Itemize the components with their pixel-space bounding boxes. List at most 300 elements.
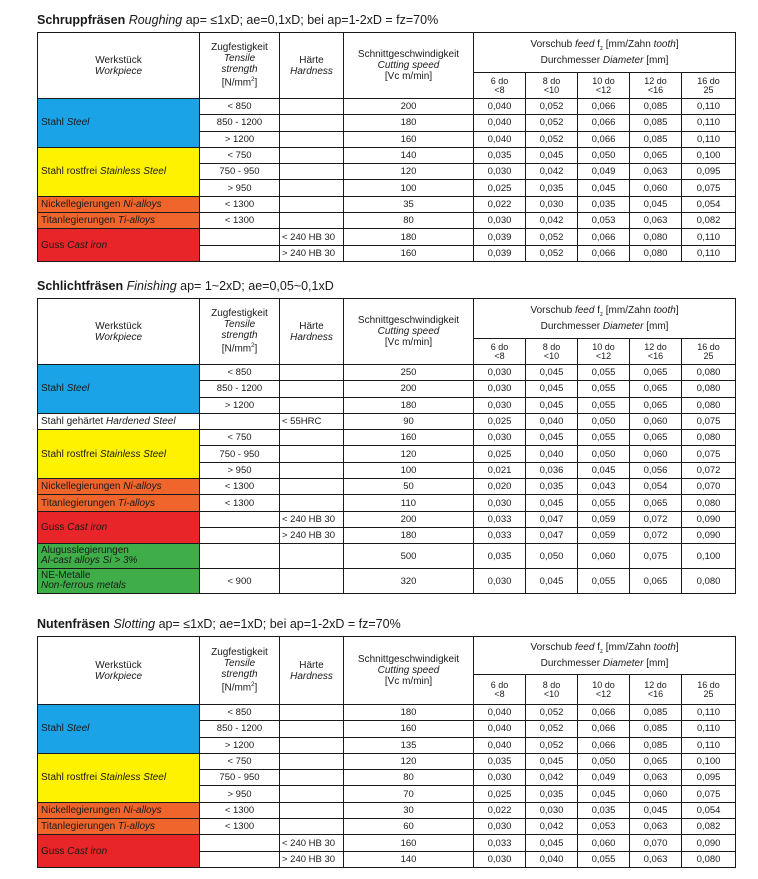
diameter-range-top: 10 do <box>592 679 615 690</box>
feed-cell: 0,055 <box>578 495 630 511</box>
tensile-unit: [N/mm <box>221 682 252 694</box>
tensile-header <box>200 637 280 705</box>
feed-cell: 0,030 <box>474 770 526 786</box>
feed-cell: 0,045 <box>630 802 682 818</box>
feed-cell: 0,042 <box>526 819 578 835</box>
speed-cell: 100 <box>344 180 474 196</box>
feed-symbol-sub: z <box>599 649 603 655</box>
diameter-range-header <box>630 339 682 365</box>
feed-unit-a: [mm/Zahn <box>605 39 651 50</box>
feed-cell: 0,063 <box>630 851 682 867</box>
feed-header <box>474 637 736 675</box>
feed-cell: 0,066 <box>578 115 630 131</box>
tensile-cell: 850 - 1200 <box>200 721 280 737</box>
material-cell <box>38 835 200 868</box>
material-cell <box>38 544 200 569</box>
hardness-cell: < 240 HB 30 <box>280 835 344 851</box>
feed-cell: 0,056 <box>630 462 682 478</box>
feed-cell: 0,063 <box>630 213 682 229</box>
material-cell <box>38 196 200 212</box>
roughing-section <box>37 12 735 262</box>
cutting-data-table <box>37 636 736 868</box>
speed-cell: 120 <box>344 164 474 180</box>
feed-cell: 0,045 <box>526 365 578 381</box>
speed-cell: 160 <box>344 245 474 261</box>
speed-cell: 200 <box>344 381 474 397</box>
diameter-range-bottom: 25 <box>703 350 714 361</box>
slotting-section <box>37 616 735 868</box>
speed-cell: 70 <box>344 786 474 802</box>
feed-symbol: f <box>597 642 600 653</box>
feed-cell: 0,025 <box>474 180 526 196</box>
speed-cell: 120 <box>344 446 474 462</box>
tensile-cell <box>200 835 280 851</box>
tensile-en1: Tensile <box>223 53 256 65</box>
feed-symbol-sub: z <box>599 46 603 52</box>
tensile-cell: > 950 <box>200 462 280 478</box>
feed-cell: 0,080 <box>682 495 736 511</box>
tensile-cell: < 900 <box>200 569 280 594</box>
feed-unit-b: ] <box>675 642 679 653</box>
feed-cell: 0,063 <box>630 164 682 180</box>
section-title <box>37 616 735 633</box>
material-cell <box>38 413 200 429</box>
feed-cell: 0,040 <box>526 851 578 867</box>
feed-cell: 0,072 <box>630 527 682 543</box>
speed-cell: 500 <box>344 544 474 569</box>
feed-unit-a: [mm/Zahn <box>605 642 651 653</box>
feed-cell: 0,063 <box>630 770 682 786</box>
feed-cell: 0,075 <box>630 544 682 569</box>
hardness-cell <box>280 365 344 381</box>
feed-en: feed <box>574 39 595 50</box>
hardness-cell <box>280 721 344 737</box>
material-de: Stahl rostfrei <box>41 772 98 784</box>
diameter-en: Diameter <box>602 321 644 332</box>
feed-cell: 0,030 <box>474 569 526 594</box>
feed-cell: 0,043 <box>578 479 630 495</box>
feed-cell: 0,033 <box>474 835 526 851</box>
speed-cell: 250 <box>344 365 474 381</box>
diameter-range-bottom: <12 <box>595 688 612 699</box>
diameter-de: Durchmesser <box>540 658 601 669</box>
feed-symbol: f <box>597 39 600 50</box>
feed-cell: 0,052 <box>526 131 578 147</box>
tensile-cell <box>200 413 280 429</box>
hardness-cell <box>280 753 344 769</box>
feed-cell: 0,066 <box>578 131 630 147</box>
table-row <box>38 229 736 245</box>
material-de: Guss <box>41 521 65 533</box>
hardness-header <box>280 299 344 365</box>
table-row <box>38 819 736 835</box>
feed-cell: 0,052 <box>526 99 578 115</box>
section-title-de: Schlichtfräsen <box>37 279 124 293</box>
feed-cell: 0,050 <box>526 544 578 569</box>
feed-cell: 0,082 <box>682 819 736 835</box>
speed-cell: 30 <box>344 802 474 818</box>
tensile-cell <box>200 851 280 867</box>
tensile-unit: [N/mm <box>221 77 252 89</box>
hardness-cell <box>280 180 344 196</box>
tensile-cell: > 950 <box>200 786 280 802</box>
feed-cell: 0,042 <box>526 770 578 786</box>
feed-unit-b: ] <box>675 305 679 316</box>
material-cell <box>38 753 200 802</box>
table-row <box>38 147 736 163</box>
feed-cell: 0,065 <box>630 430 682 446</box>
feed-cell: 0,080 <box>682 851 736 867</box>
feed-de: Vorschub <box>530 39 573 50</box>
feed-cell: 0,095 <box>682 770 736 786</box>
feed-cell: 0,030 <box>474 164 526 180</box>
diameter-range-bottom: <8 <box>494 688 505 699</box>
material-cell <box>38 213 200 229</box>
feed-cell: 0,052 <box>526 737 578 753</box>
hardness-cell <box>280 131 344 147</box>
section-title-de: Schruppfräsen <box>37 13 126 27</box>
feed-cell: 0,050 <box>578 413 630 429</box>
section-title-params: ap= ≤1xD; ae=0,1xD; bei ap=1-2xD = fz=70% <box>185 13 439 27</box>
material-cell <box>38 802 200 818</box>
feed-cell: 0,050 <box>578 753 630 769</box>
feed-cell: 0,052 <box>526 721 578 737</box>
speed-cell: 80 <box>344 770 474 786</box>
feed-cell: 0,063 <box>630 819 682 835</box>
workpiece-en: Workpiece <box>94 331 143 343</box>
feed-cell: 0,045 <box>526 569 578 594</box>
feed-cell: 0,047 <box>526 511 578 527</box>
feed-cell: 0,030 <box>526 802 578 818</box>
material-en: Ni-alloys <box>123 198 162 210</box>
feed-unit-a: [mm/Zahn <box>605 305 651 316</box>
material-en: Steel <box>66 117 90 129</box>
material-en: Ti-alloys <box>117 821 156 833</box>
speed-cell: 140 <box>344 851 474 867</box>
feed-cell: 0,049 <box>578 770 630 786</box>
speed-en: Cutting speed <box>377 326 440 337</box>
material-en: Al-cast alloys Si > 3% <box>41 555 138 567</box>
feed-cell: 0,035 <box>578 196 630 212</box>
hardness-de: Härte <box>299 320 324 332</box>
tensile-cell <box>200 544 280 569</box>
feed-cell: 0,030 <box>474 819 526 835</box>
hardness-cell <box>280 397 344 413</box>
feed-cell: 0,085 <box>630 737 682 753</box>
feed-cell: 0,065 <box>630 495 682 511</box>
diameter-range-top: 6 do <box>490 75 509 86</box>
material-cell <box>38 511 200 544</box>
material-de: Stahl <box>41 723 64 735</box>
feed-cell: 0,030 <box>474 365 526 381</box>
tensile-unit-sup: 2 <box>251 343 255 350</box>
feed-cell: 0,025 <box>474 786 526 802</box>
feed-cell: 0,030 <box>474 381 526 397</box>
diameter-range-bottom: <12 <box>595 84 612 95</box>
feed-cell: 0,085 <box>630 721 682 737</box>
feed-cell: 0,072 <box>682 462 736 478</box>
speed-cell: 60 <box>344 819 474 835</box>
hardness-cell: < 55HRC <box>280 413 344 429</box>
diameter-range-header <box>682 73 736 99</box>
material-en: Cast iron <box>67 521 108 533</box>
tensile-cell: 750 - 950 <box>200 446 280 462</box>
feed-cell: 0,052 <box>526 115 578 131</box>
material-de: NE-Metalle <box>41 570 91 582</box>
diameter-range-header <box>526 339 578 365</box>
feed-cell: 0,039 <box>474 245 526 261</box>
tensile-unit: [N/mm <box>221 343 252 355</box>
material-de: Stahl gehärtet <box>41 416 104 428</box>
feed-cell: 0,030 <box>474 397 526 413</box>
feed-cell: 0,055 <box>578 430 630 446</box>
material-en: Non-ferrous metals <box>41 580 127 592</box>
feed-cell: 0,080 <box>682 397 736 413</box>
feed-cell: 0,066 <box>578 99 630 115</box>
speed-en: Cutting speed <box>377 60 440 71</box>
diameter-range-top: 6 do <box>490 341 509 352</box>
material-en: Ni-alloys <box>123 481 162 493</box>
feed-cell: 0,110 <box>682 705 736 721</box>
feed-cell: 0,060 <box>630 180 682 196</box>
hardness-en: Hardness <box>290 65 333 77</box>
diameter-range-header <box>526 73 578 99</box>
table-row <box>38 495 736 511</box>
table-row <box>38 802 736 818</box>
speed-de: Schnittgeschwindigkeit <box>357 49 460 60</box>
hardness-cell <box>280 786 344 802</box>
hardness-cell <box>280 495 344 511</box>
speed-cell: 180 <box>344 397 474 413</box>
feed-cell: 0,040 <box>474 721 526 737</box>
hardness-cell <box>280 430 344 446</box>
hardness-cell <box>280 147 344 163</box>
feed-cell: 0,030 <box>474 213 526 229</box>
hardness-cell <box>280 770 344 786</box>
diameter-range-top: 16 do <box>697 75 720 86</box>
section-title-en: Roughing <box>128 13 183 27</box>
hardness-cell <box>280 569 344 594</box>
feed-cell: 0,053 <box>578 213 630 229</box>
speed-cell: 140 <box>344 147 474 163</box>
diameter-range-header <box>682 675 736 705</box>
material-cell <box>38 495 200 511</box>
feed-en: feed <box>574 305 595 316</box>
feed-cell: 0,066 <box>578 229 630 245</box>
feed-cell: 0,080 <box>630 229 682 245</box>
section-title <box>37 12 735 29</box>
hardness-cell <box>280 479 344 495</box>
material-cell <box>38 147 200 196</box>
feed-cell: 0,040 <box>474 99 526 115</box>
feed-cell: 0,090 <box>682 835 736 851</box>
diameter-range-bottom: <10 <box>543 350 560 361</box>
material-en: Hardened Steel <box>106 416 176 428</box>
diameter-range-header <box>474 339 526 365</box>
speed-de: Schnittgeschwindigkeit <box>357 654 460 665</box>
material-en: Steel <box>66 723 90 735</box>
feed-cell: 0,040 <box>526 446 578 462</box>
tensile-cell: < 850 <box>200 99 280 115</box>
hardness-de: Härte <box>299 54 324 66</box>
feed-cell: 0,050 <box>578 446 630 462</box>
hardness-cell: > 240 HB 30 <box>280 245 344 261</box>
workpiece-de: Werkstück <box>95 54 142 66</box>
feed-cell: 0,036 <box>526 462 578 478</box>
material-en: Ti-alloys <box>117 215 156 227</box>
feed-en: feed <box>574 642 595 653</box>
feed-cell: 0,065 <box>630 381 682 397</box>
tensile-cell: > 950 <box>200 180 280 196</box>
diameter-en: Diameter <box>602 658 644 669</box>
diameter-range-header <box>474 73 526 99</box>
feed-cell: 0,020 <box>474 479 526 495</box>
speed-cell: 50 <box>344 479 474 495</box>
feed-unit-b: ] <box>675 39 679 50</box>
feed-cell: 0,045 <box>526 381 578 397</box>
material-en: Cast iron <box>67 239 108 251</box>
feed-cell: 0,045 <box>526 147 578 163</box>
tensile-cell <box>200 229 280 245</box>
feed-cell: 0,035 <box>474 544 526 569</box>
workpiece-header <box>38 299 200 365</box>
tensile-en2: strength <box>221 64 258 76</box>
feed-cell: 0,055 <box>578 381 630 397</box>
feed-cell: 0,110 <box>682 131 736 147</box>
tensile-header <box>200 33 280 99</box>
feed-cell: 0,065 <box>630 147 682 163</box>
feed-cell: 0,085 <box>630 705 682 721</box>
hardness-cell: > 240 HB 30 <box>280 527 344 543</box>
feed-cell: 0,025 <box>474 446 526 462</box>
diameter-range-header <box>682 339 736 365</box>
feed-cell: 0,030 <box>474 851 526 867</box>
table-row <box>38 413 736 429</box>
material-cell <box>38 705 200 754</box>
feed-cell: 0,060 <box>630 413 682 429</box>
feed-cell: 0,052 <box>526 245 578 261</box>
tensile-cell: < 1300 <box>200 213 280 229</box>
speed-cell: 135 <box>344 737 474 753</box>
tensile-cell: < 1300 <box>200 479 280 495</box>
feed-cell: 0,066 <box>578 245 630 261</box>
feed-unit-en: tooth <box>653 39 676 50</box>
table-row <box>38 213 736 229</box>
feed-cell: 0,035 <box>578 802 630 818</box>
speed-header <box>344 637 474 705</box>
diameter-range-bottom: <10 <box>543 688 560 699</box>
speed-header <box>344 299 474 365</box>
diameter-unit: [mm] <box>646 321 669 332</box>
feed-cell: 0,021 <box>474 462 526 478</box>
diameter-range-bottom: <16 <box>647 350 664 361</box>
feed-cell: 0,042 <box>526 213 578 229</box>
feed-cell: 0,072 <box>630 511 682 527</box>
table-row <box>38 835 736 851</box>
feed-cell: 0,054 <box>630 479 682 495</box>
feed-cell: 0,030 <box>474 430 526 446</box>
feed-cell: 0,100 <box>682 753 736 769</box>
tensile-cell: < 850 <box>200 365 280 381</box>
feed-cell: 0,045 <box>578 462 630 478</box>
hardness-en: Hardness <box>290 670 333 682</box>
speed-cell: 160 <box>344 131 474 147</box>
feed-cell: 0,035 <box>526 479 578 495</box>
speed-unit: [Vc m/min] <box>384 337 433 348</box>
feed-symbol-sub: z <box>599 312 603 318</box>
tensile-cell: < 750 <box>200 753 280 769</box>
diameter-range-bottom: <12 <box>595 350 612 361</box>
feed-cell: 0,045 <box>578 180 630 196</box>
tensile-cell: < 1300 <box>200 196 280 212</box>
tensile-cell <box>200 245 280 261</box>
hardness-cell <box>280 705 344 721</box>
material-de: Stahl rostfrei <box>41 166 98 178</box>
feed-cell: 0,090 <box>682 527 736 543</box>
hardness-cell: < 240 HB 30 <box>280 229 344 245</box>
feed-cell: 0,045 <box>630 196 682 212</box>
tensile-cell: < 750 <box>200 147 280 163</box>
feed-de: Vorschub <box>530 642 573 653</box>
feed-cell: 0,090 <box>682 511 736 527</box>
tensile-en1: Tensile <box>223 319 256 331</box>
feed-cell: 0,039 <box>474 229 526 245</box>
material-en: Steel <box>66 383 90 395</box>
speed-cell: 200 <box>344 511 474 527</box>
hardness-cell <box>280 164 344 180</box>
feed-cell: 0,040 <box>526 413 578 429</box>
tensile-header <box>200 299 280 365</box>
tensile-cell: < 1300 <box>200 495 280 511</box>
feed-unit-en: tooth <box>653 305 676 316</box>
feed-cell: 0,045 <box>526 495 578 511</box>
feed-cell: 0,110 <box>682 245 736 261</box>
feed-cell: 0,065 <box>630 365 682 381</box>
feed-cell: 0,053 <box>578 819 630 835</box>
section-title-en: Slotting <box>113 617 156 631</box>
feed-cell: 0,035 <box>526 786 578 802</box>
material-en: Stainless Steel <box>99 772 167 784</box>
section-title-de: Nutenfräsen <box>37 617 110 631</box>
feed-cell: 0,110 <box>682 115 736 131</box>
feed-cell: 0,052 <box>526 705 578 721</box>
feed-cell: 0,100 <box>682 147 736 163</box>
feed-header <box>474 33 736 73</box>
diameter-range-header <box>578 675 630 705</box>
table-row <box>38 430 736 446</box>
diameter-range-header <box>630 675 682 705</box>
diameter-range-top: 6 do <box>490 679 509 690</box>
feed-cell: 0,045 <box>526 753 578 769</box>
feed-cell: 0,065 <box>630 753 682 769</box>
tensile-unit-close: ] <box>254 682 258 694</box>
workpiece-de: Werkstück <box>95 659 142 671</box>
feed-cell: 0,080 <box>682 381 736 397</box>
feed-cell: 0,035 <box>474 147 526 163</box>
diameter-en: Diameter <box>602 55 644 66</box>
feed-cell: 0,110 <box>682 99 736 115</box>
tensile-cell: < 850 <box>200 705 280 721</box>
speed-cell: 160 <box>344 721 474 737</box>
feed-cell: 0,060 <box>630 786 682 802</box>
feed-header <box>474 299 736 339</box>
speed-cell: 180 <box>344 705 474 721</box>
header-row <box>38 33 736 73</box>
feed-cell: 0,060 <box>578 835 630 851</box>
tensile-cell <box>200 511 280 527</box>
tensile-unit-close: ] <box>254 77 258 89</box>
feed-cell: 0,022 <box>474 802 526 818</box>
